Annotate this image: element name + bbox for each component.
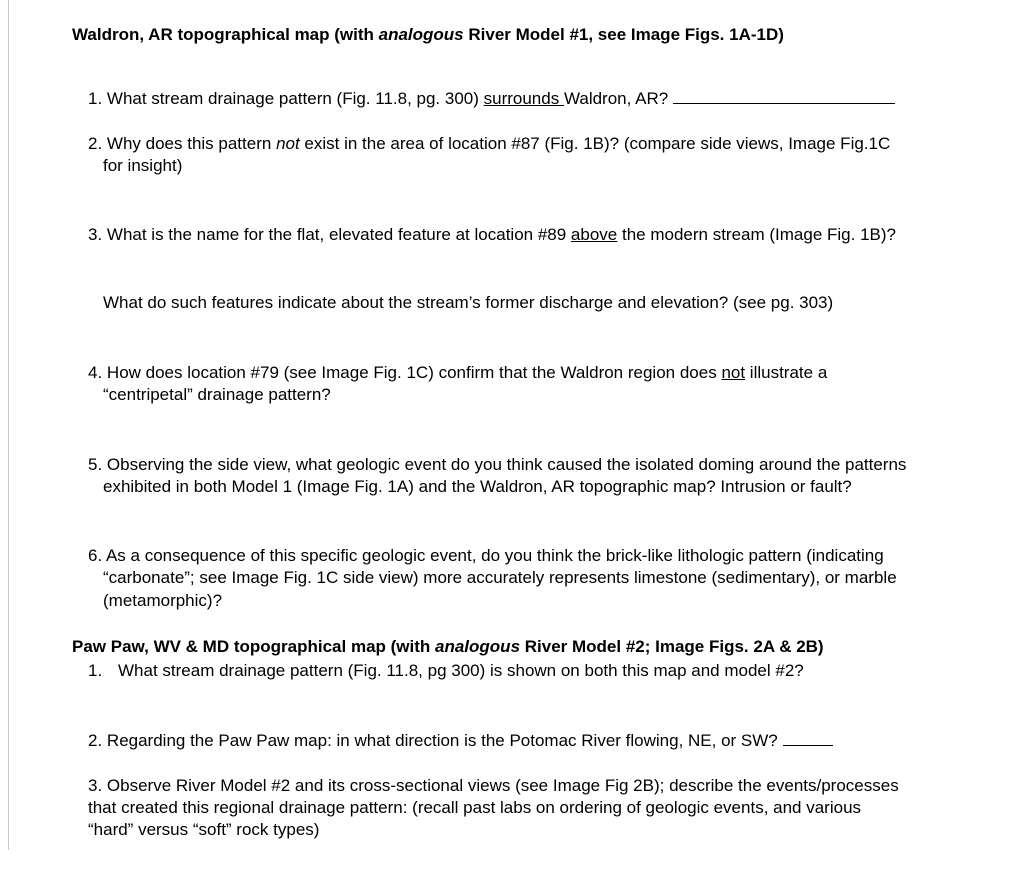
s2-question-3: 3. Observe River Model #2 and its cross-sectional views (see Image Fig 2B); describe the events/processes — [88, 776, 899, 795]
s1-question-6-line3: (metamorphic)? — [103, 591, 223, 610]
section1-heading: Waldron, AR topographical map (with analogous River Model #1, see Image Figs. 1A-1D) — [72, 25, 784, 44]
s1-question-5-line2: exhibited in both Model 1 (Image Fig. 1A) and the Waldron, AR topographic map? Intrusion or fault? — [103, 477, 852, 496]
s1-question-3b: What do such features indicate about the stream’s former discharge and elevation? (see pg. 303) — [103, 293, 834, 312]
answer-blank[interactable] — [673, 87, 895, 104]
s1-question-6-line2: “carbonate”; see Image Fig. 1C side view) more accurately represents limestone (sedimentary), or marble — [103, 568, 897, 587]
s1-question-3: 3. What is the name for the flat, elevated feature at location #89 above the modern stream (Image Fig. 1B)? — [88, 225, 896, 244]
s1-question-2-line2: for insight) — [103, 156, 183, 175]
s2-question-3-line2: that created this regional drainage pattern: (recall past labs on ordering of geologic events, and various — [88, 798, 862, 817]
s2-question-3-line3: “hard” versus “soft” rock types) — [88, 820, 320, 839]
s1-question-2: 2. Why does this pattern not exist in the area of location #87 (Fig. 1B)? (compare side views, Image Fig.1C — [88, 134, 891, 153]
section2-heading: Paw Paw, WV & MD topographical map (with analogous River Model #2; Image Figs. 2A & 2B) — [72, 637, 824, 656]
s1-question-1: 1. What stream drainage pattern (Fig. 11.8, pg. 300) surrounds Waldron, AR? — [88, 87, 895, 110]
s1-question-6: 6. As a consequence of this specific geologic event, do you think the brick-like lithologic pattern (indicating — [88, 546, 884, 565]
s1-question-4: 4. How does location #79 (see Image Fig. 1C) confirm that the Waldron region does not illustrate a — [88, 363, 828, 382]
s2-question-1: 1. What stream drainage pattern (Fig. 11.8, pg 300) is shown on both this map and model #2? — [88, 661, 804, 680]
s2-question-2: 2. Regarding the Paw Paw map: in what direction is the Potomac River flowing, NE, or SW? — [88, 729, 833, 752]
s1-question-5: 5. Observing the side view, what geologic event do you think caused the isolated doming around the patterns — [88, 455, 907, 474]
s1-question-4-line2: “centripetal” drainage pattern? — [103, 385, 331, 404]
page-left-edge — [8, 0, 9, 850]
answer-blank[interactable] — [783, 729, 833, 746]
